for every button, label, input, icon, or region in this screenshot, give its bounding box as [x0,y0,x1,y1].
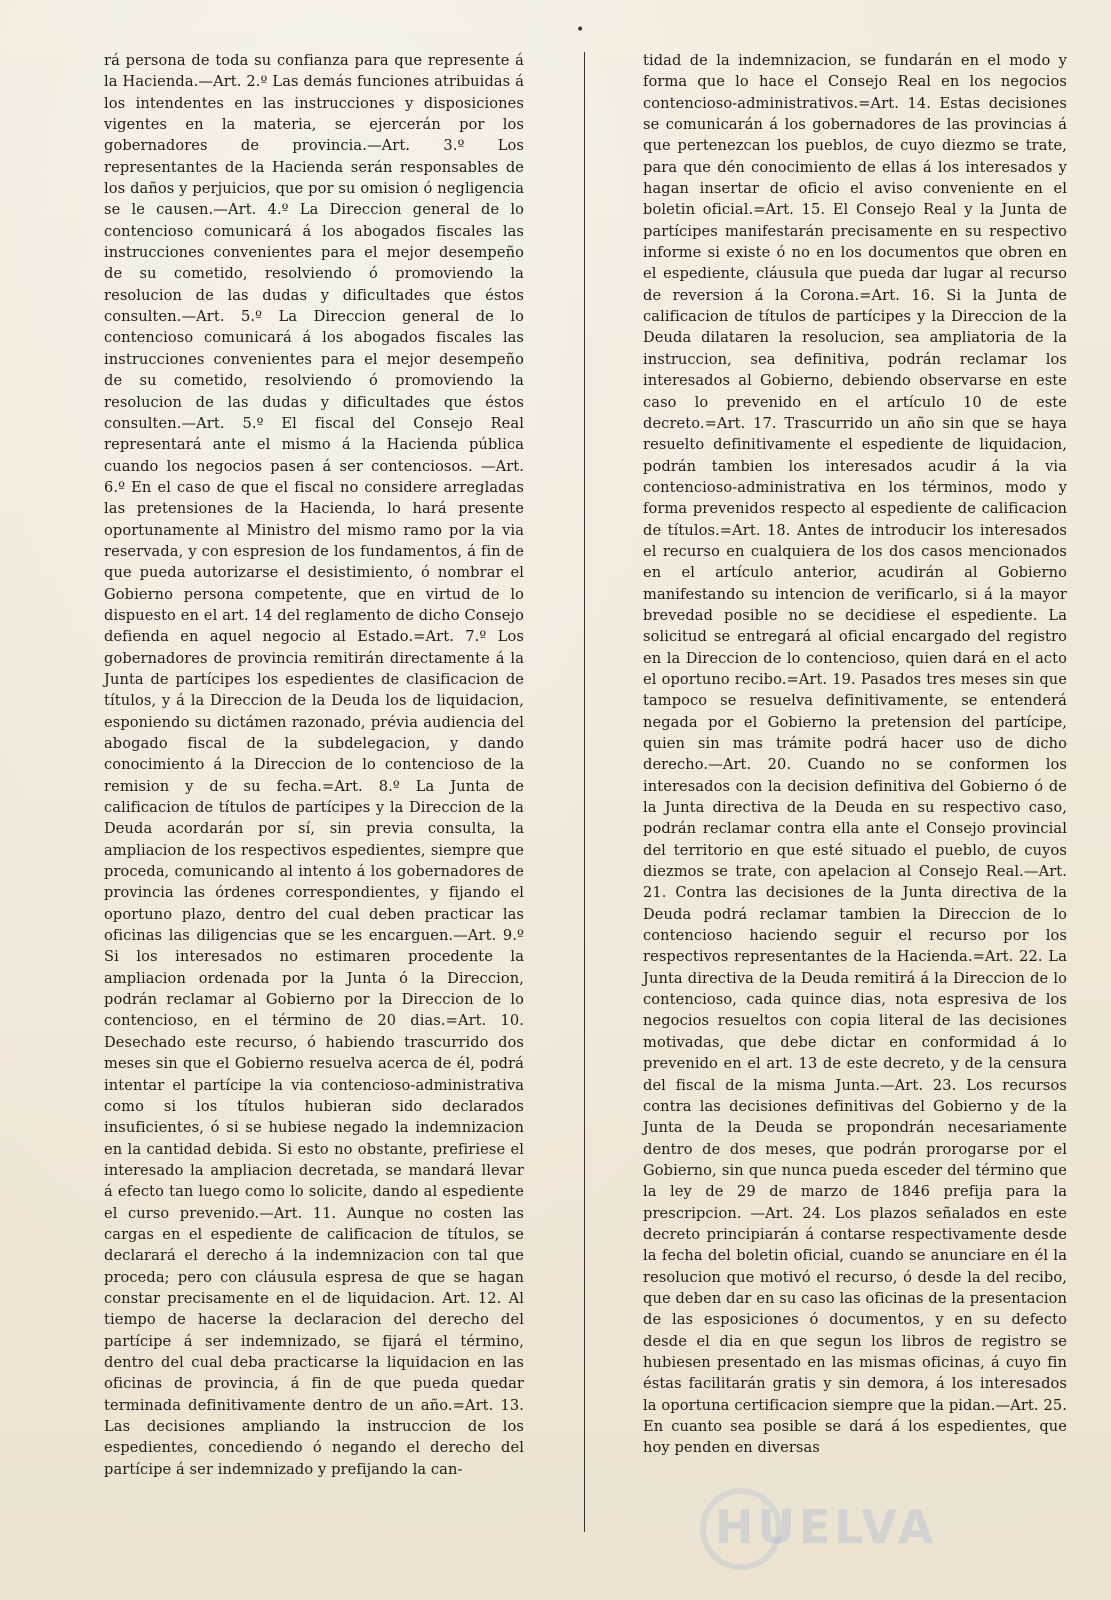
right-text-column: tidad de la indemnizacion, se fundarán en el modo y forma que lo hace el Consejo Real en los negocios contencioso-administrativos.=Art. 14. Estas decisiones se comunicarán á los gobernadores de las provincias á que pertenezcan los pueblos, de cuyo diezmo se trate, para que dén conocimiento de ellas á los interesados y hagan insertar de oficio el aviso conveniente en el boletin oficial.=Art. 15. El Consejo Real y la Junta de partícipes manifestarán precisamente en su respectivo informe si existe ó no en los documentos que obren en el espediente, cláusula que pueda dar lugar al recurso de reversion á la Corona.=Art. 16. Si la Junta de calificacion de títulos de partícipes y la Direccion de la Deuda dilataren la resolucion, sea ampliatoria de la instruccion, sea definitiva, podrán reclamar los interesados al Gobierno, debiendo observarse en este caso lo prevenido en el artículo 10 de este decreto.=Art. 17. Trascurrido un año sin que se haya resuelto definitivamente el espediente de liquidacion, podrán tambien los interesados acudir á la via contencioso-administrativa en los términos, modo y forma prevenidos respecto al espediente de calificacion de títulos.=Art. 18. Antes de introducir los interesados el recurso en cualquiera de los dos casos mencionados en el artículo anterior, acudirán al Gobierno manifestando su intencion de verificarlo, si á la mayor brevedad posible no se decidiese el espediente. La solicitud se entregará al oficial encargado del registro en la Direccion de lo contencioso, quien dará en el acto el oportuno recibo.=Art. 19. Pasados tres meses sin que tampoco se resuelva definitivamente, se entenderá negada por el Gobierno la pretension del partícipe, quien sin mas trámite podrá hacer uso de dicho derecho.—Art. 20. Cuando no se conformen los interesados con la decision definitiva del Gobierno ó de la Junta directiva de la Deuda en su respectivo caso, podrán reclamar contra ella ante el Consejo provincial del territorio en que esté situado el pueblo, de cuyos diezmos se trate, con apelacion al Consejo Real.—Art. 21. Contra las decisiones de la Junta directiva de la Deuda podrá reclamar tambien la Direccion de lo contencioso haciendo seguir el recurso por los respectivos representantes de la Hacienda.=Art. 22. La Junta directiva de la Deuda remitirá á la Direccion de lo contencioso, cada quince dias, nota espresiva de los negocios resueltos con copia literal de las decisiones motivadas, que debe dictar en conformidad á lo prevenido en el art. 13 de este decreto, y de la censura del fiscal de la misma Junta.—Art. 23. Los recursos contra las decisiones definitivas del Gobierno y de la Junta de la Deuda se propondrán necesariamente dentro de dos meses, que podrán prorogarse por el Gobierno, sin que nunca pueda esceder del término que la ley de 29 de marzo de 1846 prefija para la prescripcion. —Art. 24. Los plazos señalados en este decreto principiarán á contarse respectivamente desde la fecha del boletin oficial, cuando se anunciare en él la resolucion que motivó el recurso, ó desde la del recibo, que deben dar en su caso las oficinas de la presentacion de las esposiciones ó documentos, y en su defecto desde el dia en que segun los libros de registro se hubiesen presentado en las mismas oficinas, á cuyo fin éstas facilitarán gratis y sin demora, á los interesados la oportuna certificacion siempre que la pidan.—Art. 25. En cuanto sea posible se dará á los espedientes, que hoy penden en diversas [643,52,1067,1457]
left-text-column: rá persona de toda su confianza para que represente á la Hacienda.—Art. 2.º Las demás funciones atribuidas á los intendentes en las instrucciones y disposiciones vigentes en la materia, se ejercerán por los gobernadores de provincia.—Art. 3.º Los representantes de la Hacienda serán responsables de los daños y perjuicios, que por su omision ó negligencia se le causen.—Art. 4.º La Direccion general de lo contencioso comunicará á los abogados fiscales las instrucciones convenientes para el mejor desempeño de su cometido, resolviendo ó promoviendo la resolucion de las dudas y dificultades que éstos consulten.—Art. 5.º La Direccion general de lo contencioso comunicará á los abogados fiscales las instrucciones convenientes para el mejor desempeño de su cometido, resolviendo ó promoviendo la resolucion de las dudas y dificultades que éstos consulten.—Art. 5.º El fiscal del Consejo Real representará ante el mismo á la Hacienda pública cuando los negocios pasen á ser contenciosos. —Art. 6.º En el caso de que el fiscal no considere arregladas las pretensiones de la Hacienda, lo hará presente oportunamente al Ministro del mismo ramo por la via reservada, y con espresion de los fundamentos, á fin de que pueda autorizarse el desistimiento, ó nombrar el Gobierno persona competente, que en virtud de lo dispuesto en el art. 14 del reglamento de dicho Consejo defienda en aquel negocio al Estado.=Art. 7.º Los gobernadores de provincia remitirán directamente á la Junta de partícipes los espedientes de clasificacion de títulos, y á la Direccion de la Deuda los de liquidacion, esponiendo su dictámen razonado, prévia audiencia del abogado fiscal de la subdelegacion, y dando conocimiento á la Direccion de lo contencioso de la remision y de su fecha.=Art. 8.º La Junta de calificacion de títulos de partícipes y la Direccion de la Deuda acordarán por sí, sin previa consulta, la ampliacion de los respectivos espedientes, siempre que proceda, comunicando al intento á los gobernadores de provincia las órdenes correspondientes, y fijando el oportuno plazo, dentro del cual deben practicar las oficinas las diligencias que se les encarguen.—Art. 9.º Si los interesados no estimaren procedente la ampliacion ordenada por la Junta ó la Direccion, podrán reclamar al Gobierno por la Direccion de lo contencioso, en el término de 20 dias.=Art. 10. Desechado este recurso, ó habiendo trascurrido dos meses sin que el Gobierno resuelva acerca de él, podrá intentar el partícipe la via contencioso-administrativa como si los títulos hubieran sido declarados insuficientes, ó si se hubiese negado la indemnizacion en la cantidad debida. Si esto no obstante, prefiriese el interesado la ampliacion decretada, se mandará llevar á efecto tan luego como lo solicite, dando al espediente el curso prevenido.—Art. 11. Aunque no costen las cargas en el espediente de calificacion de títulos, se declarará el derecho á la indemnizacion con tal que proceda; pero con cláusula espresa de que se hagan constar precisamente en el de liquidacion. Art. 12. Al tiempo de hacerse la declaracion del derecho del partícipe á ser indemnizado, se fijará el término, dentro del cual deba practicarse la liquidacion en las oficinas de provincia, á fin de que pueda quedar terminada definitivamente dentro de un año.=Art. 13. Las decisiones ampliando la instruccion de los espedientes, concediendo ó negando el derecho del partícipe á ser indemnizado y prefijando la can- [104,52,524,1478]
watermark-text: HUELVA [715,1500,938,1554]
page-top-mark: • [576,22,585,38]
column-divider [584,52,585,1532]
